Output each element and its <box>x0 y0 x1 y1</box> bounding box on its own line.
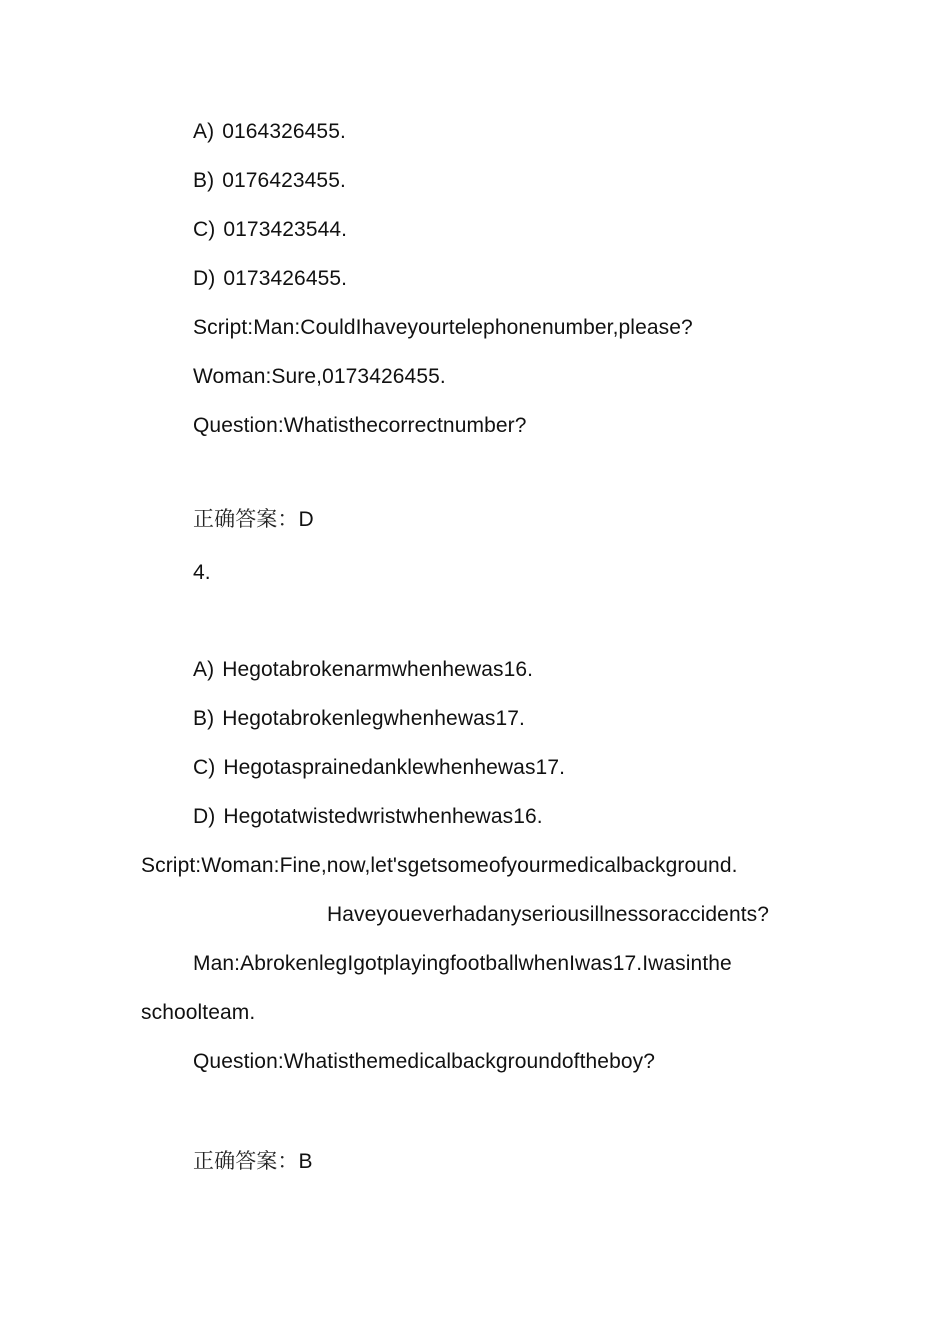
option-label: D) <box>193 805 216 828</box>
option-text: 0173423544. <box>223 218 348 241</box>
q4-option-b <box>193 706 525 732</box>
option-label: A) <box>193 120 215 143</box>
q4-script-line-1: Script:Woman:Fine,now,let'sgetsomeofyourmedicalbackground. <box>141 854 738 877</box>
option-label: C) <box>193 756 216 779</box>
q4-answer <box>193 1148 313 1175</box>
option-text: Hegotatwistedwristwhenhewas16. <box>223 805 543 828</box>
answer-value: D <box>298 508 314 531</box>
q4-option-c <box>193 755 565 781</box>
option-label: B) <box>193 707 215 730</box>
q4-option-d <box>193 804 543 830</box>
option-text: Hegotabrokenarmwhenhewas16. <box>222 658 534 681</box>
q4-script-line-4: schoolteam. <box>141 1001 256 1024</box>
q4-script-line-3: Man:AbrokenlegIgotplayingfootballwhenIwas17.Iwasinthe <box>193 952 732 975</box>
option-label: A) <box>193 658 215 681</box>
q3-script-line-2: Woman:Sure,0173426455. <box>193 365 446 388</box>
option-label: C) <box>193 218 216 241</box>
option-label: D) <box>193 267 216 290</box>
answer-label: 正确答案： <box>193 507 299 531</box>
q3-question: Question:Whatisthecorrectnumber? <box>193 414 527 437</box>
q4-question: Question:Whatisthemedicalbackgroundoftheboy? <box>193 1050 656 1073</box>
answer-label: 正确答案： <box>193 1149 299 1173</box>
option-label: B) <box>193 169 215 192</box>
option-text: Hegotasprainedanklewhenhewas17. <box>223 756 566 779</box>
q4-option-a <box>193 657 533 683</box>
q3-script-line-1: Script:Man:CouldIhaveyourtelephonenumber,please? <box>193 316 693 339</box>
option-text: Hegotabrokenlegwhenhewas17. <box>222 707 525 730</box>
q3-answer <box>193 506 314 533</box>
option-text: 0164326455. <box>222 120 346 143</box>
q3-option-c <box>193 217 347 243</box>
q3-option-d <box>193 266 347 292</box>
q4-script-line-2: Haveyoueverhadanyseriousillnessoraccidents? <box>327 903 770 926</box>
q3-option-b <box>193 168 346 194</box>
q3-option-a <box>193 119 346 145</box>
q4-number: 4. <box>193 561 211 584</box>
answer-value: B <box>298 1150 313 1173</box>
option-text: 0176423455. <box>222 169 346 192</box>
option-text: 0173426455. <box>223 267 348 290</box>
